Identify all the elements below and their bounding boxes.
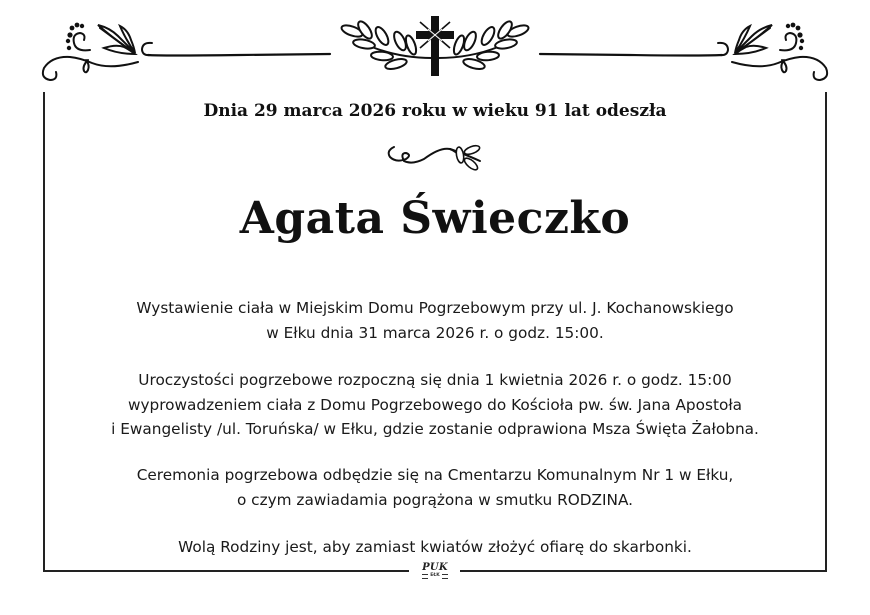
paragraph-line: wyprowadzeniem ciała z Domu Pogrzebowego do Kościoła pw. św. Jana Apostoła	[127, 395, 743, 414]
frame-bottom-border-left	[43, 570, 409, 572]
paragraph-line: i Ewangelisty /ul. Toruńska/ w Ełku, gdzie zostanie odprawiona Msza Święta Żałobna.	[111, 420, 759, 438]
ceremony-paragraph	[0, 368, 870, 442]
burial-paragraph	[0, 463, 870, 512]
logo-sub	[414, 573, 456, 579]
logo-main-text: PUK	[422, 562, 448, 573]
paragraph-line: w Ełku dnia 31 marca 2026 r. o godz. 15:00.	[266, 323, 604, 342]
top-ornament-border	[0, 0, 870, 100]
paragraph-line: Uroczystości pogrzebowe rozpoczną się dnia 1 kwietnia 2026 r. o godz. 15:00	[138, 371, 732, 389]
floral-swirl-corner-icon	[718, 23, 827, 80]
logo-bar-right	[442, 574, 448, 579]
frame-bottom-border-right	[460, 570, 827, 572]
deceased-name: Agata Świeczko	[239, 193, 631, 244]
logo-sub-text: EŁK	[430, 573, 440, 578]
floral-swirl-corner-icon	[43, 23, 152, 80]
paragraph-line: Ceremonia pogrzebowa odbędzie się na Cmentarzu Komunalnym Nr 1 w Ełku,	[136, 466, 734, 484]
intro-text: Dnia 29 marca 2026 roku w wieku 91 lat odeszła	[203, 101, 667, 121]
cross-with-laurel-branches-icon	[340, 16, 530, 76]
viewing-paragraph	[0, 296, 870, 345]
donation-paragraph	[0, 535, 870, 560]
paragraph-line: Wystawienie ciała w Miejskim Domu Pogrzebowym przy ul. J. Kochanowskiego	[136, 299, 734, 317]
paragraph-line: Wolą Rodziny jest, aby zamiast kwiatów złożyć ofiarę do skarbonki.	[178, 538, 692, 556]
paragraph-line: o czym zawiadamia pogrążona w smutku RODZINA.	[236, 490, 634, 509]
logo-bar-left	[422, 574, 428, 579]
vine-leaf-divider-icon	[384, 139, 486, 175]
puk-elk-logo	[414, 562, 456, 582]
